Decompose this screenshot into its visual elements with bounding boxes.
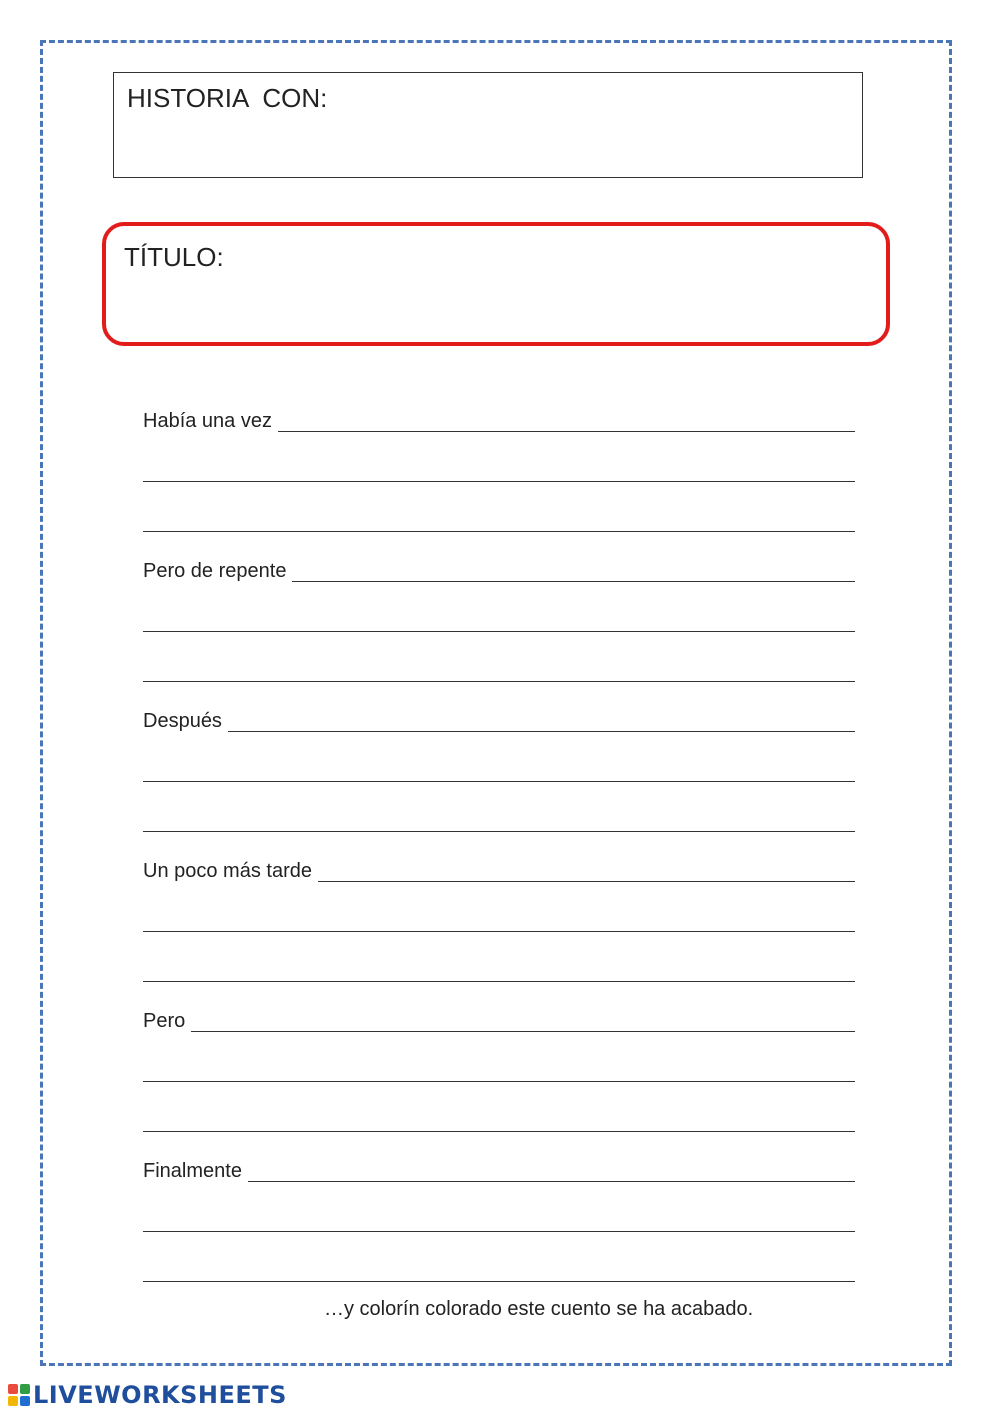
blank-line[interactable] [143, 952, 855, 982]
writing-rule[interactable] [143, 509, 855, 532]
blank-line[interactable] [143, 752, 855, 782]
titulo-box [102, 222, 890, 346]
writing-rule[interactable] [143, 1209, 855, 1232]
prompt-label: Había una vez [143, 410, 272, 432]
story-ending-text: …y colorín colorado este cuento se ha acabado. [324, 1298, 754, 1320]
writing-rule[interactable] [143, 809, 855, 832]
prompt-label: Pero de repente [143, 560, 287, 582]
prompt-label: Pero [143, 1010, 186, 1032]
prompt-line[interactable] [143, 702, 855, 732]
historia-label: HISTORIA CON: [127, 83, 328, 113]
blank-line[interactable] [143, 502, 855, 532]
blank-line[interactable] [143, 1252, 855, 1282]
blank-line[interactable] [143, 652, 855, 682]
prompt-line[interactable] [143, 1152, 855, 1182]
liveworksheets-logo-icon [8, 1384, 30, 1406]
blank-line[interactable] [143, 1202, 855, 1232]
blank-line[interactable] [143, 1052, 855, 1082]
writing-rule[interactable] [292, 559, 855, 582]
writing-rule[interactable] [143, 609, 855, 632]
prompt-line[interactable] [143, 1002, 855, 1032]
writing-rule[interactable] [318, 859, 855, 882]
writing-rule[interactable] [143, 1109, 855, 1132]
prompt-label: Finalmente [143, 1160, 242, 1182]
blank-line[interactable] [143, 452, 855, 482]
writing-rule[interactable] [143, 909, 855, 932]
writing-rule[interactable] [248, 1159, 855, 1182]
titulo-label: TÍTULO: [124, 242, 224, 272]
brand-name: LIVEWORKSHEETS [33, 1381, 287, 1409]
prompt-label: Un poco más tarde [143, 860, 312, 882]
writing-rule[interactable] [191, 1009, 855, 1032]
blank-line[interactable] [143, 902, 855, 932]
prompt-line[interactable] [143, 552, 855, 582]
writing-rule[interactable] [143, 1059, 855, 1082]
writing-rule[interactable] [278, 409, 855, 432]
blank-line[interactable] [143, 802, 855, 832]
writing-rule[interactable] [228, 709, 855, 732]
historia-box [113, 72, 863, 178]
prompt-line[interactable] [143, 402, 855, 432]
writing-rule[interactable] [143, 1259, 855, 1282]
liveworksheets-logo [8, 1382, 287, 1408]
writing-rule[interactable] [143, 959, 855, 982]
writing-rule[interactable] [143, 759, 855, 782]
writing-rule[interactable] [143, 659, 855, 682]
prompt-line[interactable] [143, 852, 855, 882]
blank-line[interactable] [143, 1102, 855, 1132]
blank-line[interactable] [143, 602, 855, 632]
writing-rule[interactable] [143, 459, 855, 482]
prompt-label: Después [143, 710, 222, 732]
